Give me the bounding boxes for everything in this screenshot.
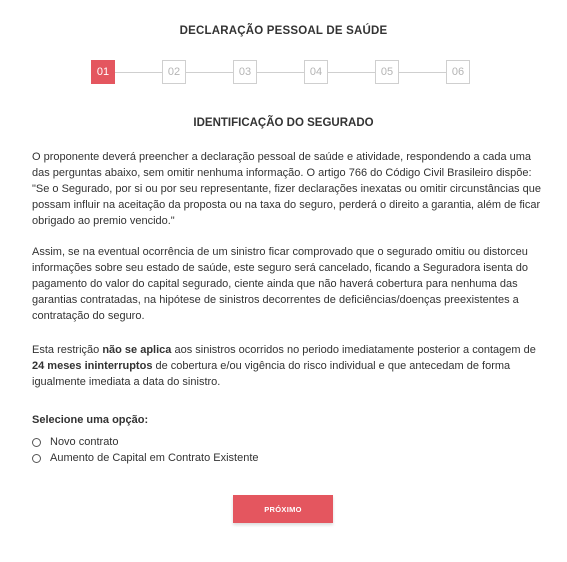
option-novo-contrato-label: Novo contrato (50, 436, 119, 448)
step-01[interactable]: 01 (91, 60, 115, 84)
restriction-bold-24-months: 24 meses ininterruptos (32, 360, 153, 372)
radio-novo-contrato[interactable] (32, 438, 41, 447)
section-title: IDENTIFICAÇÃO DO SEGURADO (193, 117, 374, 129)
intro-paragraph (32, 149, 542, 229)
cancellation-paragraph: Assim, se na eventual ocorrência de um sinistro ficar comprovado que o segurado omitiu ou distorceu informações sobre seu estado de saúde, este seguro será cancelado, ficando a Seguradora isenta do pagamento do valor do capital segurado, ciente ainda que não haverá cobertura para nenhuma das garantias contratadas, na hipótese de sinistros decorrentes de deficiências/doenças preexistentes a contratação do seguro. (32, 246, 528, 322)
options-label: Selecione uma opção: (32, 414, 149, 426)
civil-code-quote: "Se o Segurado, por si ou por seu representante, fizer declarações inexatas ou omitir circunstâncias que possam influir na aceitação da proposta ou na taxa do seguro, perderá o direito a garantia, além de ficar obrigado ao premio vencido." (32, 183, 541, 227)
step-06[interactable]: 06 (446, 60, 470, 84)
restriction-text-c: de cobertura e/ou vigência do risco individual e que antecedam de forma igualmente imediata a data do sinistro. (32, 360, 511, 388)
step-05[interactable]: 05 (375, 60, 399, 84)
progress-stepper (91, 60, 474, 86)
step-02[interactable]: 02 (162, 60, 186, 84)
restriction-paragraph (32, 342, 542, 390)
restriction-text-a: Esta restrição (32, 344, 103, 356)
restriction-text-b: aos sinistros ocorridos no periodo imediatamente posterior a contagem de (171, 344, 536, 356)
option-aumento-capital-label: Aumento de Capital em Contrato Existente (50, 452, 259, 464)
next-button[interactable]: PRÓXIMO (233, 495, 333, 523)
option-aumento-capital[interactable] (32, 452, 259, 464)
option-novo-contrato[interactable] (32, 436, 118, 448)
step-04[interactable]: 04 (304, 60, 328, 84)
step-03[interactable]: 03 (233, 60, 257, 84)
radio-aumento-capital[interactable] (32, 454, 41, 463)
page-title: DECLARAÇÃO PESSOAL DE SAÚDE (179, 25, 388, 37)
intro-text: O proponente deverá preencher a declaração pessoal de saúde e atividade, respondendo a cada uma das perguntas abaixo, sem omitir nenhuma informação. O artigo 766 do Código Civil Brasileiro dispõe: (32, 151, 532, 179)
restriction-bold-not-apply: não se aplica (102, 344, 172, 356)
